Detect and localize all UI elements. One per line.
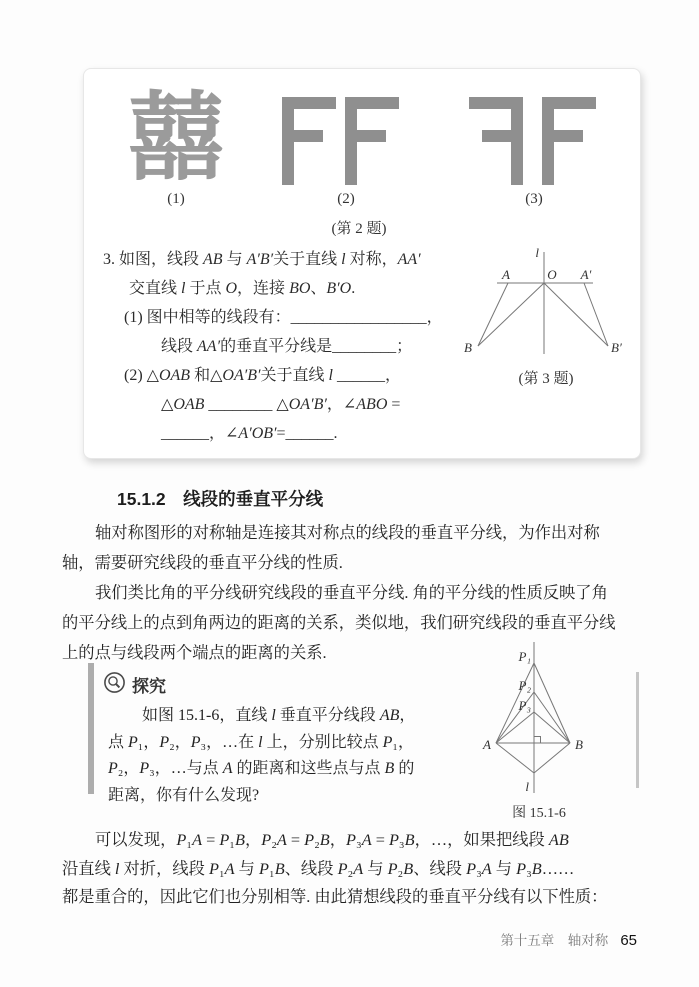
footer-page-number: 65 xyxy=(620,932,637,949)
figure-1-label: (1) xyxy=(167,191,185,207)
paragraph-2: 我们类比角的平分线研究线段的垂直平分线. 角的平分线的性质反映了角 的平分线上的点到角两边的距离的关系，类似地，我们研究线段的垂直平分线 上的点与线段两个端点的距离的关系. xyxy=(62,583,616,662)
figure-2-label: (2) xyxy=(337,191,355,207)
explore-magnifier-icon xyxy=(103,671,126,694)
footer-chapter: 第十五章 轴对称 xyxy=(500,933,609,948)
label-b: B xyxy=(464,340,472,355)
conclusion-paragraph: 可以发现，P₁A = P₁B，P₂A = P₂B，P₃A = P₃B，…，如果把线段 AB 沿直线 l 对折，线段 P₁A 与 P₁B、线段 P₂A 与 P₂B、线段 P₃A 与 P₃B…… 都是重合的，因此它们也分别相等. 由此猜想线段的垂直平分线有以下性质： xyxy=(62,830,608,906)
figure-15-1-6-caption: 图 15.1-6 xyxy=(512,806,566,821)
label-a: A xyxy=(502,267,510,282)
label-l: l xyxy=(525,779,529,794)
label-b-prime: B′ xyxy=(611,340,622,355)
exercise-card xyxy=(83,68,641,459)
explore-left-bar xyxy=(88,663,94,794)
problem-2-caption: (第 2 题) xyxy=(331,221,387,237)
label-a: A xyxy=(483,737,491,752)
label-b: B xyxy=(575,737,583,752)
question-3-figure xyxy=(456,241,641,367)
figure-15-1-6 xyxy=(478,638,596,800)
symmetry-figure-ff xyxy=(282,97,402,185)
problem-3-caption: (第 3 题) xyxy=(518,371,574,387)
symmetry-figure-double-happiness: 囍 xyxy=(128,85,224,192)
decorative-right-bar xyxy=(636,672,639,788)
explore-title: 探究 xyxy=(132,677,166,696)
page-footer xyxy=(500,929,637,949)
label-p3: P₃ xyxy=(518,698,531,713)
explore-text: 如图 15.1-6，直线 l 垂直平分线段 AB， 点 P₁，P₂，P₃，…在 l 上，分别比较点 P₁， P₂，P₃，…与点 A 的距离和这些点与点 B 的 距离，你有什么发现? xyxy=(108,707,416,804)
label-p1: P₁ xyxy=(518,649,531,664)
section-heading: 15.1.2 线段的垂直平分线 xyxy=(117,489,324,509)
label-o: O xyxy=(547,267,557,282)
symmetry-figure-mirrored-f xyxy=(469,97,599,185)
label-p2: P₂ xyxy=(518,678,531,693)
paragraph-1: 轴对称图形的对称轴是连接其对称点的线段的垂直平分线，为作出对称 轴，需要研究线段的垂直平分线的性质. xyxy=(62,523,600,572)
label-a-prime: A′ xyxy=(580,267,592,282)
label-l: l xyxy=(535,245,539,260)
question-3-text: 3. 如图，线段 AB 与 A′B′关于直线 l 对称，AA′ 交直线 l 于点 O，连接 BO、B′O. (1) 图中相等的线段有：_________________， 线段 AA′的垂直平分线是________； (2) △OAB 和△OA′B′关于直线 l ______， △OAB ________ △OA′B′，∠ABO = ______，∠A′OB′=______. xyxy=(103,251,443,442)
figure-3-label: (3) xyxy=(525,191,543,207)
